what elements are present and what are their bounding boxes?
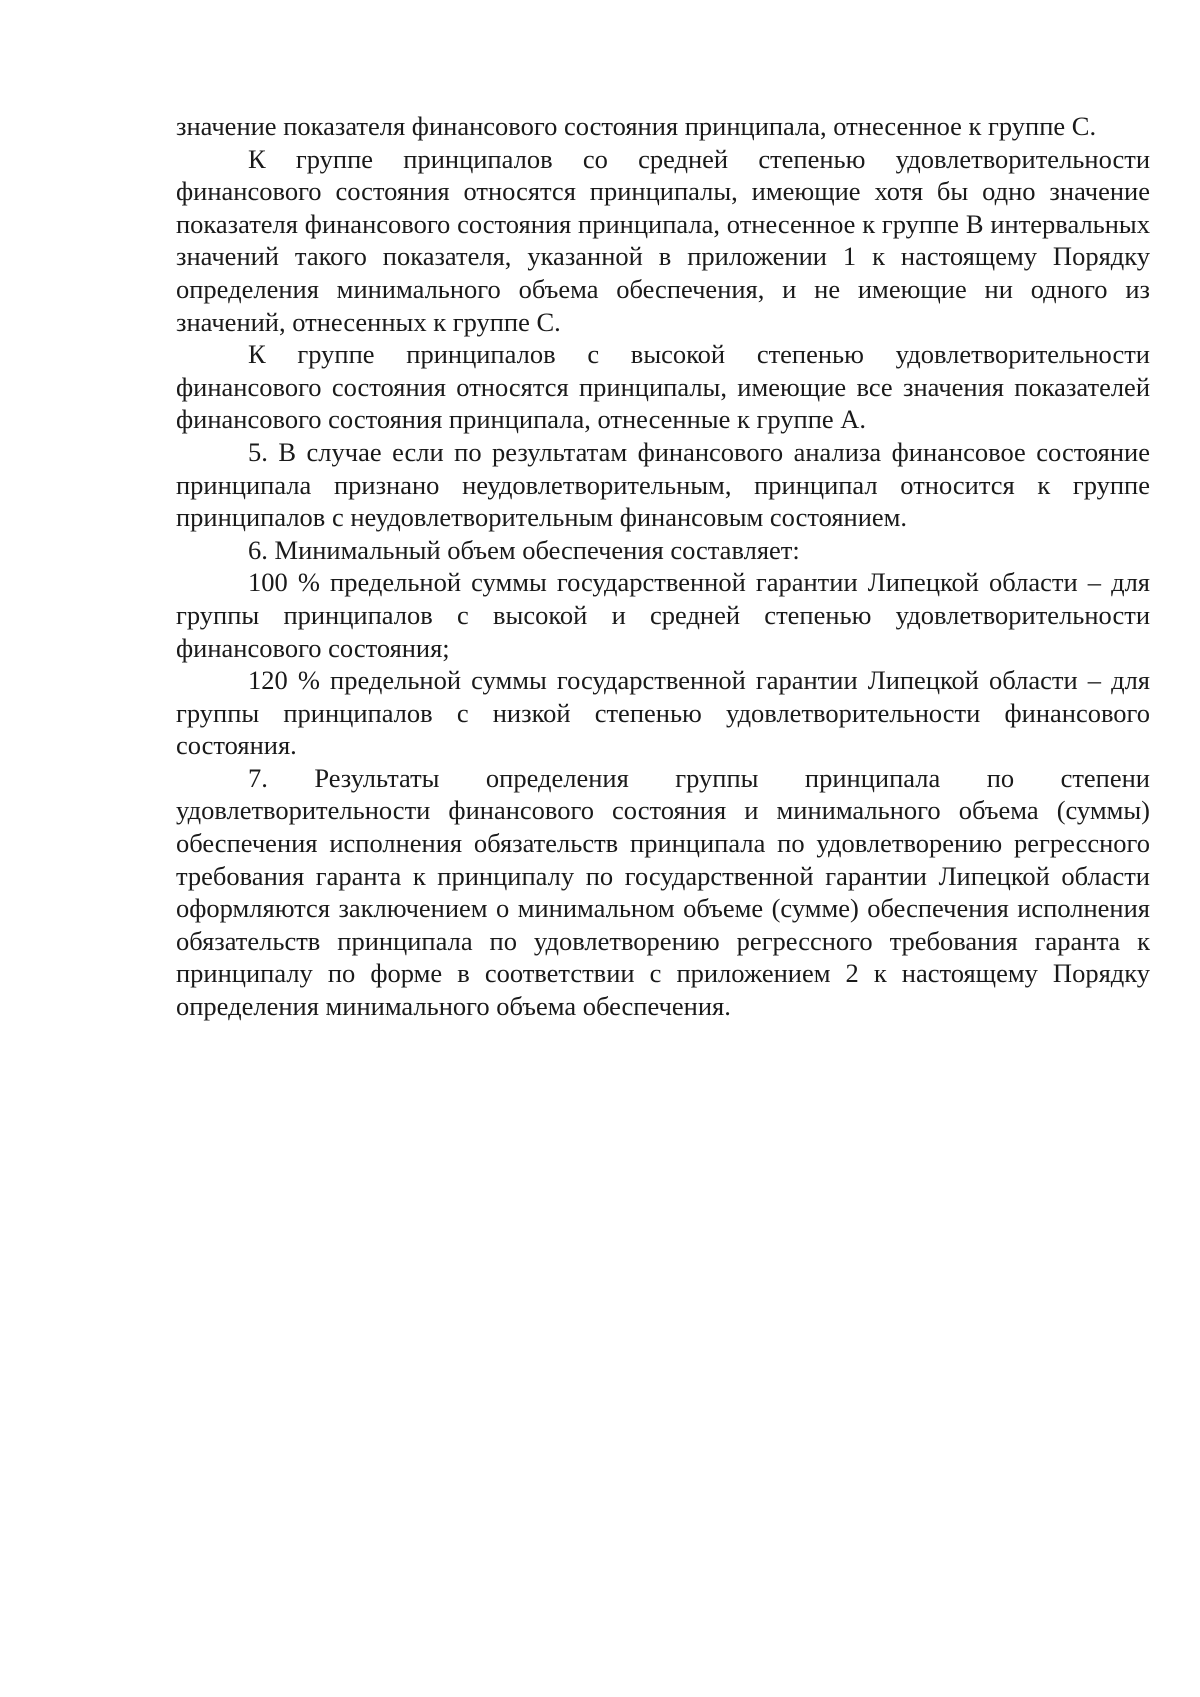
paragraph-120-percent: 120 % предельной суммы государственной гарантии Липецкой области – для группы принципалов с низкой степенью удовлетворительности финансового состояния. [176,665,1150,761]
document-body [176,110,1150,1023]
paragraph-100-percent: 100 % предельной суммы государственной гарантии Липецкой области – для группы принципалов с высокой и средней степенью удовлетворительности финансового состояния; [176,567,1150,663]
paragraph-item-7: 7. Результаты определения группы принципала по степени удовлетворительности финансового состояния и минимального объема (суммы) обеспечения исполнения обязательств принципала по удовлетворению регрессного требования гаранта к принципалу по государственной гарантии Липецкой области оформляются заключением о минимальном объеме (сумме) обеспечения исполнения обязательств принципала по удовлетворению регрессного требования гаранта к принципалу по форме в соответствии с приложением 2 к настоящему Порядку определения минимального объема обеспечения. [176,762,1150,1022]
paragraph-medium-group: К группе принципалов со средней степенью удовлетворительности финансового состояния относятся принципалы, имеющие хотя бы одно значение показателя финансового состояния принципала, отнесенное к группе В интервальных значений такого показателя, указанной в приложении 1 к настоящему Порядку определения минимального объема обеспечения, и не имеющие ни одного из значений, отнесенных к группе С. [176,143,1150,337]
paragraph-item-6: 6. Минимальный объем обеспечения составляет: [248,534,800,565]
paragraph-item-5: 5. В случае если по результатам финансового анализа финансовое состояние принципала признано неудовлетворительным, принципал относится к группе принципалов с неудовлетворительным финансовым состоянием. [176,436,1150,533]
paragraph-continuation: значение показателя финансового состояния принципала, отнесенное к группе С. [176,111,1097,141]
paragraph-high-group: К группе принципалов с высокой степенью удовлетворительности финансового состояния относятся принципалы, имеющие все значения показателей финансового состояния принципала, отнесенные к группе А. [176,339,1150,435]
